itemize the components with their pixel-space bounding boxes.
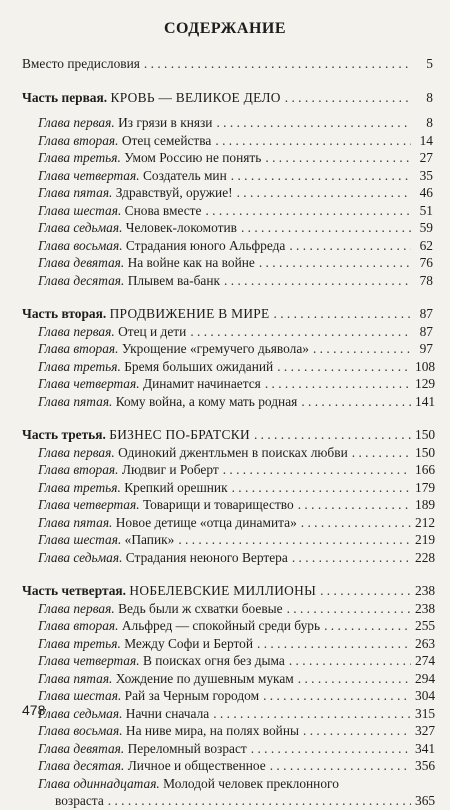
chapter-title: Из грязи в князи [118, 115, 213, 130]
chapter-label: Глава седьмая. [38, 220, 123, 235]
toc-entry-preface[interactable] [22, 55, 433, 73]
toc-part-1[interactable] [22, 89, 433, 107]
chapter-title: Личное и общественное [127, 758, 266, 773]
part-page: 8 [426, 89, 433, 105]
chapter-page: 108 [415, 358, 436, 374]
toc-chapter[interactable] [22, 652, 436, 670]
chapter-page: 255 [415, 618, 436, 633]
toc-chapter[interactable] [22, 600, 436, 618]
chapter-label: Глава пятая. [38, 393, 113, 409]
part-page: 87 [419, 306, 433, 321]
chapter-label: Глава третья. [38, 635, 121, 651]
toc-chapter[interactable] [22, 514, 436, 532]
chapter-label: Глава десятая. [38, 272, 125, 288]
chapter-label: Глава третья. [38, 479, 121, 495]
chapter-page: 14 [419, 132, 433, 148]
chapter-page: 59 [419, 220, 433, 235]
chapter-title: На ниве мира, на полях войны [125, 723, 300, 738]
chapter-title: Ведь были ж схватки боевые [118, 600, 283, 616]
chapter-page: 274 [415, 653, 436, 668]
part-label: Часть третья. [22, 427, 106, 442]
chapter-title: Человек-локомотив [125, 220, 237, 235]
chapter-title: «Папик» [124, 532, 175, 547]
toc-chapter[interactable] [22, 549, 436, 567]
chapter-title: Одинокий джентльмен в поисках любви [118, 444, 348, 460]
toc-chapter[interactable] [22, 340, 433, 358]
chapter-page: 87 [419, 323, 433, 339]
chapter-title: Страдания неюного Вертера [125, 549, 288, 565]
chapter-label: Глава седьмая. [38, 705, 123, 721]
chapter-label: Глава восьмая. [38, 237, 123, 253]
toc-chapter[interactable] [22, 237, 433, 255]
chapter-page: 129 [415, 376, 436, 391]
toc-chapter[interactable] [22, 722, 436, 740]
chapter-page: 315 [415, 705, 436, 721]
chapter-page: 327 [415, 723, 436, 738]
chapter-title: Хождение по душевным мукам [115, 670, 294, 686]
chapter-title: Альфред — спокойный среди бурь [121, 618, 321, 633]
toc-chapter[interactable] [22, 358, 436, 376]
toc-chapter[interactable] [22, 272, 433, 290]
chapter-page: 97 [419, 341, 433, 356]
part-title: НОБЕЛЕВСКИЕ МИЛЛИОНЫ [129, 583, 317, 598]
chapter-title: Создатель мин [142, 167, 227, 183]
chapter-label: Глава первая. [38, 115, 115, 130]
toc-chapter[interactable] [22, 496, 436, 514]
chapter-label: Глава первая. [38, 444, 115, 460]
chapter-label: Глава первая. [38, 600, 115, 616]
chapter-page: 150 [415, 444, 436, 460]
chapter-label: Глава десятая. [38, 758, 125, 773]
chapter-title-cont: возраста [55, 793, 104, 808]
chapter-page: 51 [419, 202, 433, 218]
toc-chapter[interactable] [22, 132, 433, 150]
chapter-title: Крепкий орешник [124, 479, 228, 495]
toc-chapter-last-line2[interactable] [22, 792, 436, 810]
chapter-title: Новое детище «отца динамита» [115, 514, 297, 530]
chapter-page: 179 [415, 479, 436, 495]
part-title: КРОВЬ — ВЕЛИКОЕ ДЕЛО [110, 89, 281, 105]
toc-chapter[interactable] [22, 617, 436, 635]
chapter-label: Глава шестая. [38, 202, 122, 218]
toc-part-4[interactable] [22, 582, 436, 600]
chapter-label: Глава вторая. [38, 462, 119, 477]
part-label: Часть четвертая. [22, 583, 127, 598]
toc-chapter[interactable] [22, 687, 436, 705]
entry-label: Вместо предисловия [22, 56, 140, 71]
toc-chapter[interactable] [22, 479, 436, 497]
toc-chapter[interactable] [22, 705, 436, 723]
chapter-title: Бремя больших ожиданий [124, 358, 274, 374]
chapter-label: Глава восьмая. [38, 723, 123, 738]
chapter-page: 27 [419, 150, 433, 165]
chapter-label: Глава вторая. [38, 341, 119, 356]
part-title: БИЗНЕС ПО-БРАТСКИ [109, 427, 250, 442]
chapter-title: Здравствуй, оружие! [115, 185, 233, 200]
chapter-page: 212 [415, 514, 436, 530]
chapter-page: 35 [419, 167, 433, 183]
chapter-page: 62 [419, 237, 433, 253]
chapter-page: 238 [415, 600, 436, 616]
toc-list [22, 55, 436, 810]
chapter-page: 76 [419, 255, 433, 270]
chapter-label: Глава третья. [38, 358, 121, 374]
toc-chapter[interactable] [22, 531, 436, 549]
chapter-title: Отец семейства [121, 132, 212, 148]
chapter-page: 189 [415, 497, 436, 512]
chapter-title: Начни сначала [125, 705, 210, 721]
chapter-label: Глава четвертая. [38, 167, 140, 183]
chapter-page: 78 [419, 272, 433, 288]
chapter-page: 263 [415, 635, 436, 651]
chapter-label: Глава первая. [38, 323, 115, 339]
chapter-page: 8 [426, 115, 433, 130]
toc-heading: СОДЕРЖАНИЕ [163, 20, 287, 37]
chapter-title: В поисках огня без дыма [142, 653, 285, 668]
chapter-label: Глава одиннадцатая. [38, 775, 160, 791]
chapter-title: Людвиг и Роберт [121, 462, 219, 477]
part-title: ПРОДВИЖЕНИЕ В МИРЕ [109, 306, 270, 321]
toc-chapter[interactable] [22, 167, 433, 185]
chapter-page: 46 [419, 185, 433, 200]
toc-chapter[interactable] [22, 740, 436, 758]
chapter-page: 341 [415, 740, 436, 756]
part-page: 238 [415, 583, 436, 598]
chapter-label: Глава пятая. [38, 670, 113, 686]
toc-chapter[interactable] [22, 444, 436, 462]
chapter-title: Кому война, а кому мать родная [115, 393, 298, 409]
toc-chapter[interactable] [22, 375, 436, 393]
chapter-page: 356 [415, 758, 436, 773]
chapter-label: Глава четвертая. [38, 653, 140, 668]
chapter-page: 219 [415, 532, 436, 547]
chapter-label: Глава пятая. [38, 185, 113, 200]
chapter-label: Глава девятая. [38, 255, 125, 270]
toc-part-2[interactable] [22, 305, 433, 323]
part-page: 150 [415, 427, 436, 442]
chapter-page: 304 [415, 688, 436, 703]
toc-chapter[interactable] [22, 635, 436, 653]
part-label: Часть вторая. [22, 306, 107, 321]
chapter-label: Глава девятая. [38, 740, 125, 756]
chapter-title: На войне как на войне [127, 255, 255, 270]
chapter-label: Глава шестая. [38, 688, 122, 703]
toc-chapter[interactable] [22, 149, 433, 167]
chapter-page: 166 [415, 462, 436, 477]
chapter-page: 228 [415, 549, 436, 565]
chapter-label: Глава шестая. [38, 532, 122, 547]
chapter-title: Плывем ва-банк [127, 272, 221, 288]
chapter-page: 365 [415, 793, 436, 808]
chapter-title: Снова вместе [124, 202, 202, 218]
toc-chapter[interactable] [22, 184, 433, 202]
toc-chapter-last-line1[interactable] [22, 775, 433, 793]
entry-page: 5 [426, 56, 433, 71]
toc-part-3[interactable] [22, 426, 436, 444]
chapter-title: Рай за Черным городом [124, 688, 260, 703]
chapter-title: Товарищи и товарищество [142, 497, 294, 512]
toc-chapter[interactable] [22, 323, 433, 341]
toc-chapter[interactable] [22, 254, 433, 272]
chapter-label: Глава четвертая. [38, 376, 140, 391]
page-number: 478 [22, 702, 46, 718]
chapter-title: Между Софи и Бертой [124, 635, 254, 651]
chapter-title: Отец и дети [118, 323, 187, 339]
toc-chapter[interactable] [22, 670, 436, 688]
chapter-title: Умом Россию не понять [124, 150, 262, 165]
toc-chapter[interactable] [22, 114, 433, 132]
chapter-label: Глава четвертая. [38, 497, 140, 512]
toc-chapter[interactable] [22, 219, 433, 237]
chapter-label: Глава вторая. [38, 132, 119, 148]
chapter-label: Глава третья. [38, 150, 121, 165]
chapter-title: Переломный возраст [127, 740, 247, 756]
chapter-page: 294 [415, 670, 436, 686]
part-label: Часть первая. [22, 89, 108, 105]
chapter-title: Молодой человек преклонного [163, 775, 339, 791]
toc-chapter[interactable] [22, 757, 436, 775]
chapter-label: Глава вторая. [38, 618, 119, 633]
chapter-title: Страдания юного Альфреда [125, 237, 286, 253]
chapter-label: Глава пятая. [38, 514, 113, 530]
toc-chapter[interactable] [22, 393, 436, 411]
chapter-title: Укрощение «гремучего дьявола» [121, 341, 309, 356]
chapter-title: Динамит начинается [142, 376, 261, 391]
toc-chapter[interactable] [22, 461, 436, 479]
toc-chapter[interactable] [22, 202, 433, 220]
chapter-page: 141 [415, 393, 436, 409]
chapter-label: Глава седьмая. [38, 549, 123, 565]
